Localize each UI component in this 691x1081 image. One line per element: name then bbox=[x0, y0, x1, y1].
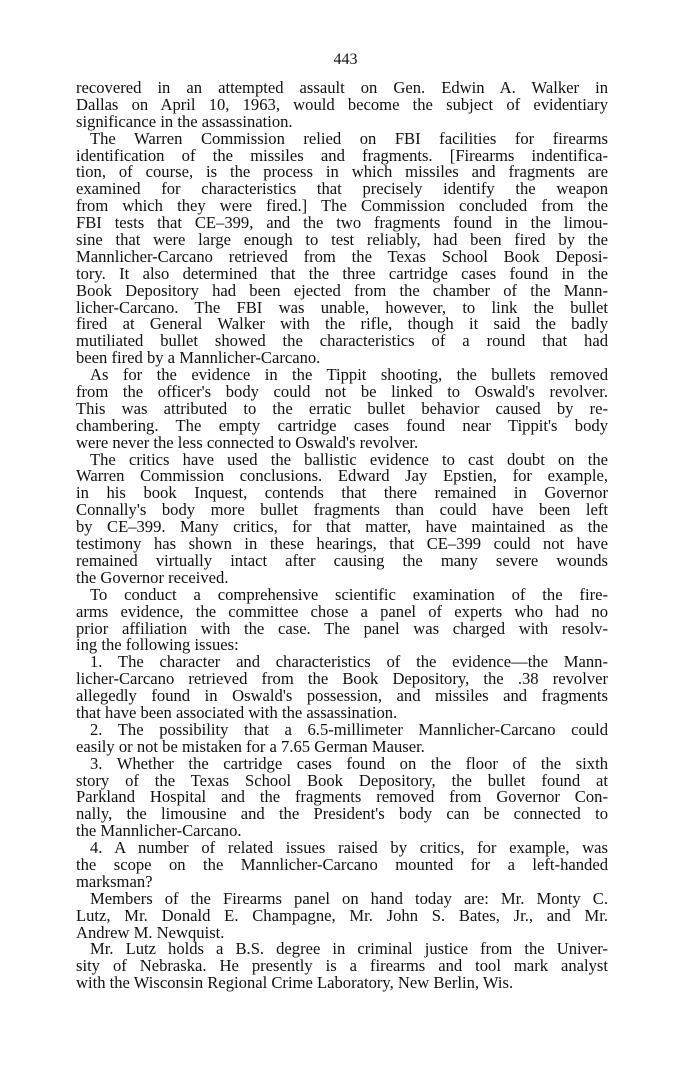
text-line: 3. Whether the cartridge cases found on the floor of the sixth bbox=[90, 753, 608, 773]
text-line: sity of Nebraska. He presently is a firearms and tool mark analyst bbox=[76, 956, 608, 976]
text-line: marksman? bbox=[76, 871, 153, 891]
text-line: arms evidence, the committee chose a panel of experts who had no bbox=[76, 601, 608, 621]
paragraph bbox=[76, 654, 608, 722]
text-line: nally, the limousine and the President's body can be connected to bbox=[76, 804, 608, 824]
text-line: the scope on the Mannlicher-Carcano mounted for a left-handed bbox=[76, 854, 608, 874]
text-line: As for the evidence in the Tippit shooting, the bullets removed bbox=[90, 365, 608, 385]
text-line: To conduct a comprehensive scientific examination of the fire- bbox=[90, 584, 608, 604]
text-line: were never the less connected to Oswald's revolver. bbox=[76, 432, 419, 452]
paragraph bbox=[76, 367, 608, 451]
text-line: identification of the missiles and fragments. [Firearms indentifica- bbox=[76, 145, 608, 165]
text-line: allegedly found in Oswald's possession, and missiles and fragments bbox=[76, 686, 608, 706]
paragraph bbox=[76, 80, 608, 131]
text-line: story of the Texas School Book Depository, the bullet found at bbox=[76, 770, 608, 790]
text-line: significance in the assassination. bbox=[76, 111, 293, 131]
paragraph bbox=[76, 840, 608, 891]
paragraph bbox=[76, 941, 608, 992]
text-line: tion, of course, is the process in which missiles and fragments are bbox=[76, 162, 608, 182]
paragraph bbox=[76, 584, 608, 655]
paragraph bbox=[76, 128, 608, 368]
text-line: prior affiliation with the case. The panel was charged with resolv- bbox=[76, 618, 608, 638]
text-line: from which they were fired.] The Commission concluded from the bbox=[76, 196, 608, 216]
text-line: remained virtually intact after causing the many severe wounds bbox=[76, 550, 608, 570]
text-line: 1. The character and characteristics of the evidence—the Mann- bbox=[90, 652, 608, 672]
text-line: 2. The possibility that a 6.5-millimeter Mannlicher-Carcano could bbox=[90, 719, 608, 739]
text-line: Lutz, Mr. Donald E. Champagne, Mr. John S. Bates, Jr., and Mr. bbox=[76, 905, 608, 925]
text-line: Dallas on April 10, 1963, would become the subject of evidentiary bbox=[76, 94, 608, 114]
text-line: testimony has shown in these hearings, that CE–399 could not have bbox=[76, 534, 608, 554]
page-number: 443 bbox=[333, 51, 358, 68]
text-line: Book Depository had been ejected from the chamber of the Mann- bbox=[76, 280, 608, 300]
text-line: Members of the Firearms panel on hand today are: Mr. Monty C. bbox=[90, 888, 608, 908]
text-line: been fired by a Mannlicher-Carcano. bbox=[76, 348, 321, 368]
paragraph bbox=[76, 888, 608, 942]
text-line: Mr. Lutz holds a B.S. degree in criminal justice from the Univer- bbox=[90, 939, 608, 959]
text-line: ing the following issues: bbox=[76, 635, 239, 655]
text-line: easily or not be mistaken for a 7.65 German Mauser. bbox=[76, 736, 425, 756]
text-line: mutiliated bullet showed the characteristics of a round that had bbox=[76, 331, 608, 351]
text-line: fired at General Walker with the rifle, though it said the badly bbox=[76, 314, 608, 334]
text-line: by CE–399. Many critics, for that matter, have maintained as the bbox=[76, 517, 608, 537]
text-line: licher-Carcano. The FBI was unable, however, to link the bullet bbox=[76, 297, 608, 317]
text-line: This was attributed to the erratic bullet behavior caused by re- bbox=[76, 398, 608, 418]
text-line: Parkland Hospital and the fragments removed from Governor Con- bbox=[76, 787, 608, 807]
text-line: that have been associated with the assassination. bbox=[76, 702, 398, 722]
text-line: The critics have used the ballistic evidence to cast doubt on the bbox=[90, 449, 608, 469]
text-line: from the officer's body could not be linked to Oswald's revolver. bbox=[76, 382, 608, 402]
text-line: sine that were large enough to test reliably, had been fired by the bbox=[76, 230, 608, 250]
paragraph bbox=[76, 449, 608, 587]
document-body bbox=[76, 80, 608, 992]
text-line: Warren Commission conclusions. Edward Jay Epstien, for example, bbox=[76, 466, 608, 486]
text-line: Mannlicher-Carcano retrieved from the Texas School Book Deposi- bbox=[76, 246, 608, 266]
text-line: The Warren Commission relied on FBI facilities for firearms bbox=[90, 128, 608, 148]
text-line: tory. It also determined that the three cartridge cases found in the bbox=[76, 263, 608, 283]
text-line: chambering. The empty cartridge cases found near Tippit's body bbox=[76, 415, 608, 435]
text-line: recovered in an attempted assault on Gen. Edwin A. Walker in bbox=[76, 78, 608, 97]
text-line: licher-Carcano retrieved from the Book Depository, the .38 revolver bbox=[76, 669, 608, 689]
text-line: FBI tests that CE–399, and the two fragments found in the limou- bbox=[76, 213, 608, 233]
text-line: examined for characteristics that precisely identify the weapon bbox=[76, 179, 608, 199]
paragraph bbox=[76, 753, 608, 841]
text-line: the Mannlicher-Carcano. bbox=[76, 821, 242, 841]
text-line: Connally's body more bullet fragments than could have been left bbox=[76, 500, 608, 520]
text-line: in his book Inquest, contends that there remained in Governor bbox=[76, 483, 608, 503]
text-line: with the Wisconsin Regional Crime Laboratory, New Berlin, Wis. bbox=[76, 973, 514, 993]
text-line: 4. A number of related issues raised by critics, for example, was bbox=[90, 838, 608, 858]
paragraph bbox=[76, 719, 608, 756]
text-line: Andrew M. Newquist. bbox=[76, 922, 225, 942]
text-line: the Governor received. bbox=[76, 567, 229, 587]
